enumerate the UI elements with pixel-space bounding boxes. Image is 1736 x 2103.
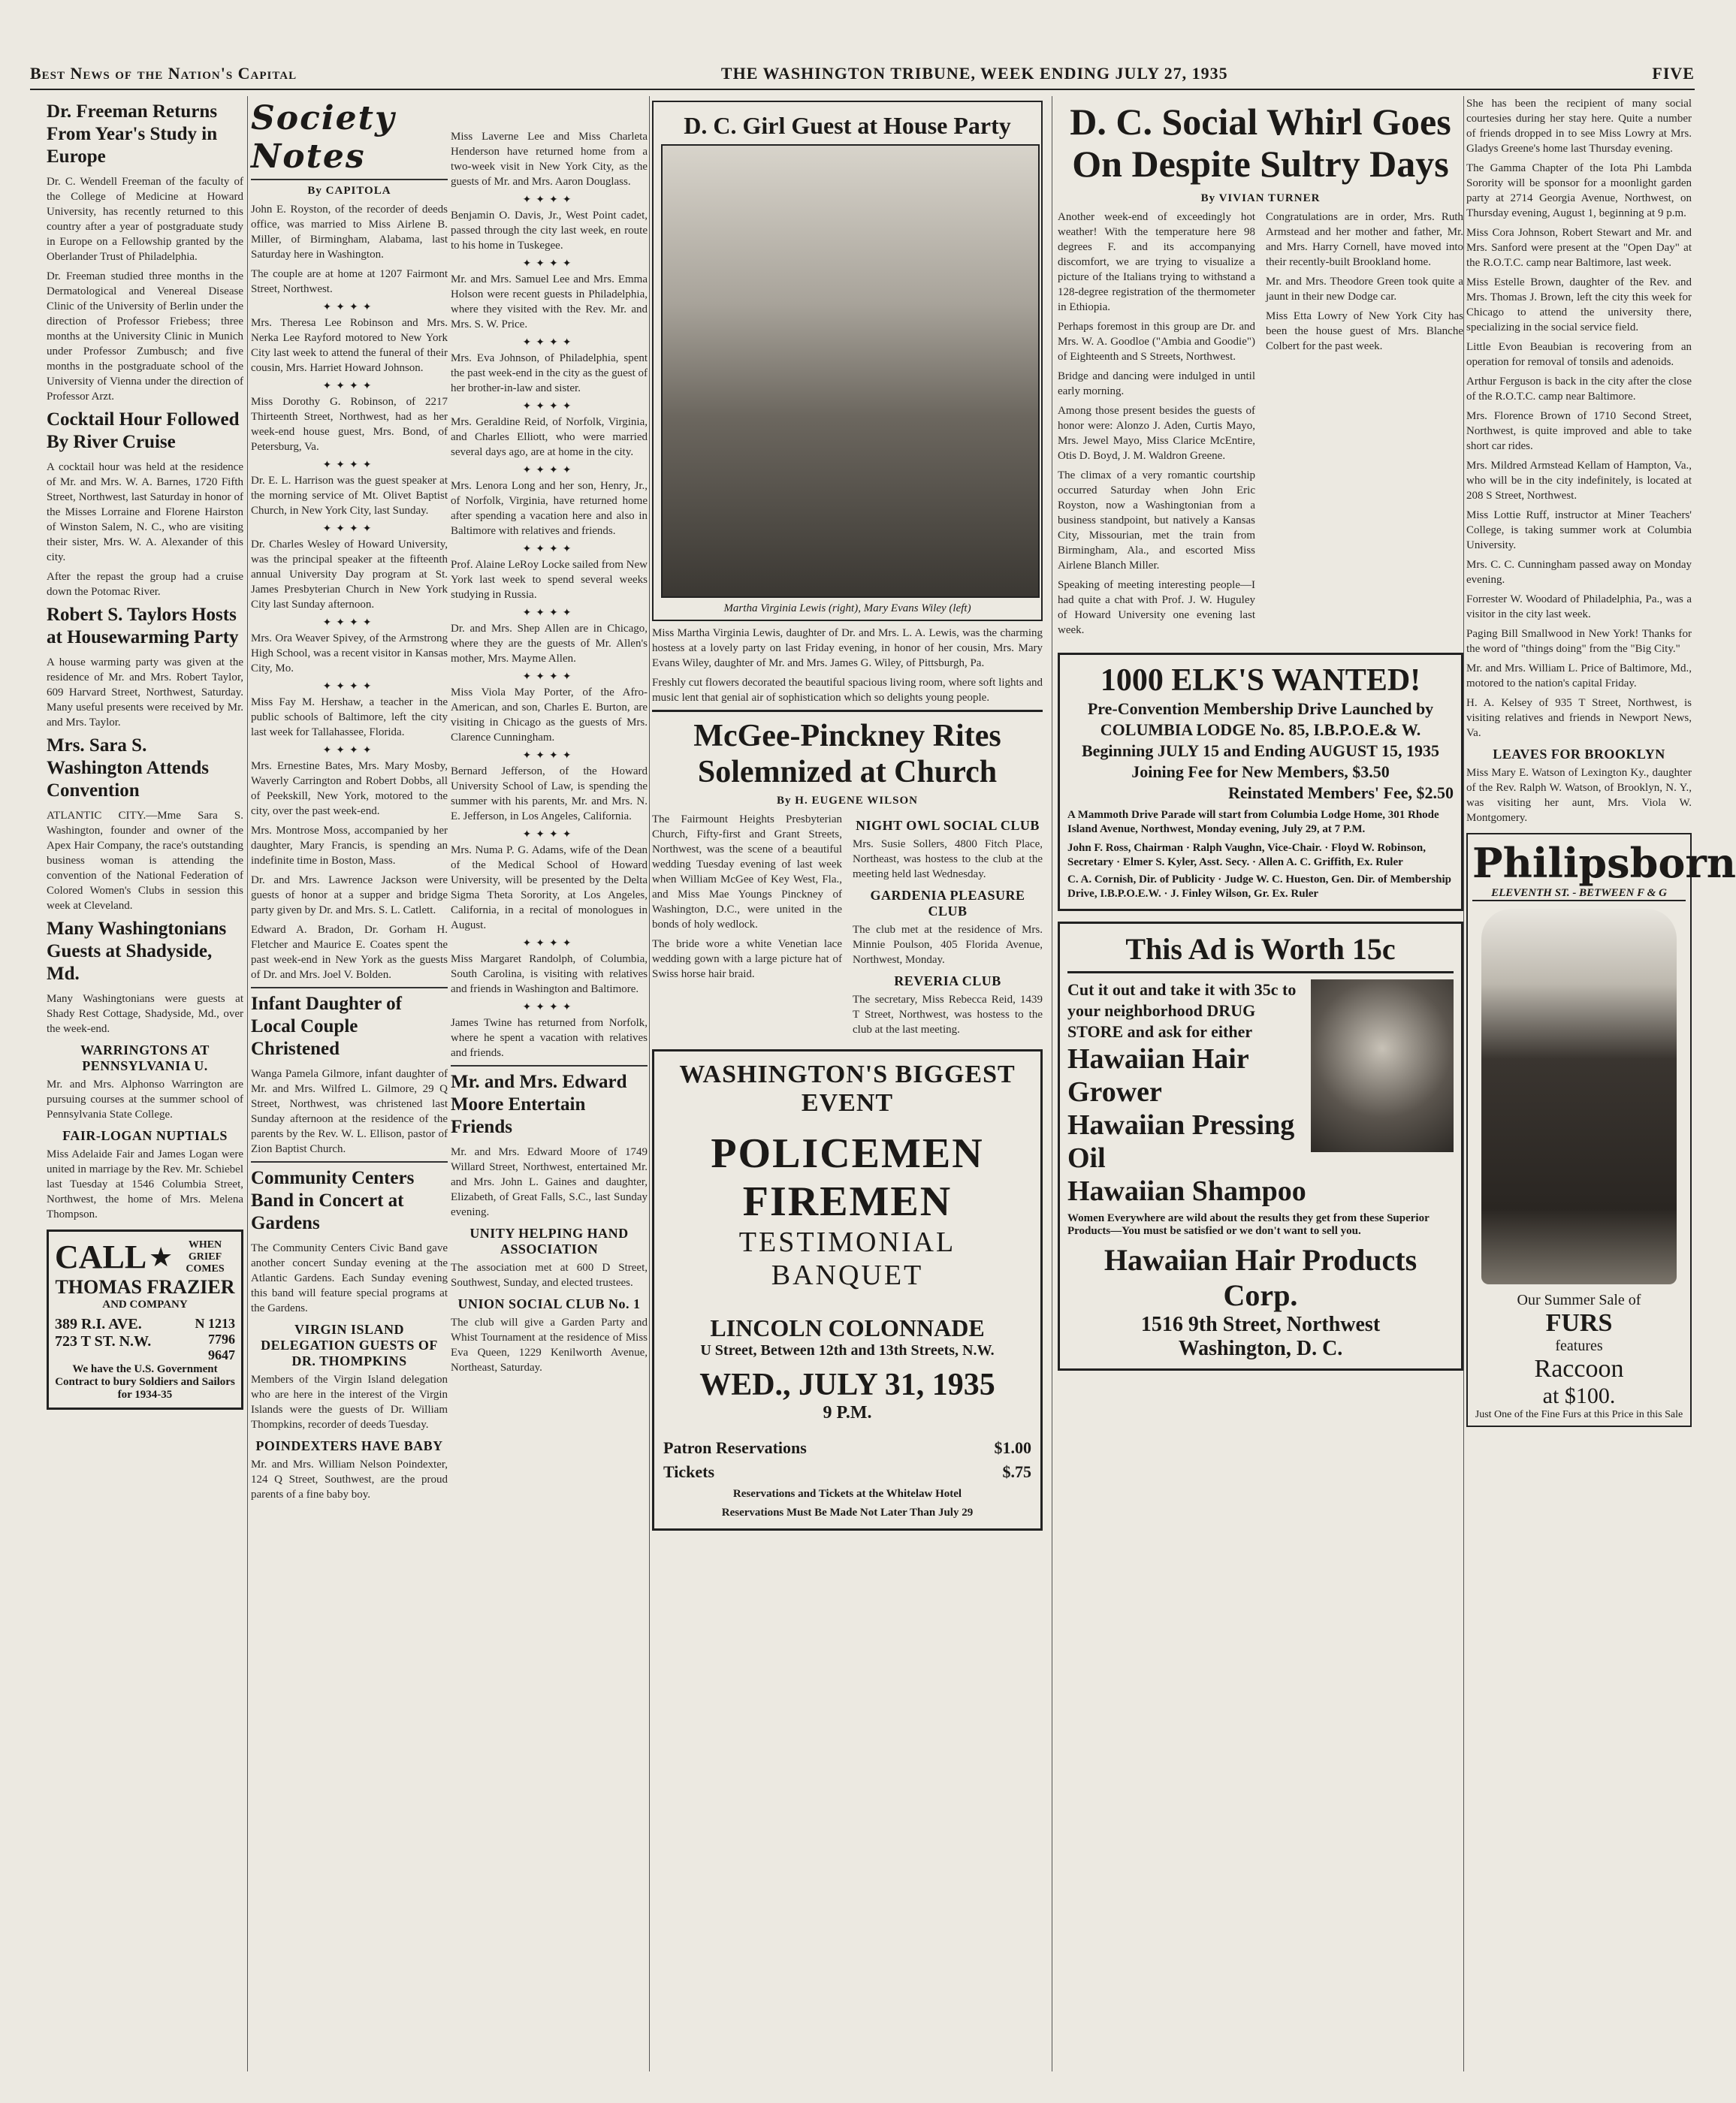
- headline-infant: Infant Daughter of Local Couple Christened: [251, 987, 448, 1061]
- article-text: The Gamma Chapter of the Iota Phi Lambda Sorority will be sponsor for a moonlight garden party at 2714 Georgia Avenue, Northwest, on Thursday evening, August 1, beginning at 9 p.m.: [1466, 162, 1692, 219]
- separator-icon: ✦✦✦✦: [522, 829, 576, 840]
- article-text: Dr. C. Wendell Freeman of the faculty of the College of Medicine at Howard University, has recently returned to this country after a year of postgraduate study in Europe on a Fellowship granted by the Oberlander Trust of Philadelphia.: [47, 176, 243, 263]
- ad-phone2: 7796: [208, 1332, 235, 1347]
- article-text: Mrs. Mildred Armstead Kellam of Hampton, Va., who will be in the city indefinitely, is located at 208 S Street, Northwest.: [1466, 460, 1692, 502]
- elks-title: 1000 ELK'S WANTED!: [1100, 663, 1421, 698]
- photo-two-girls: [661, 144, 1040, 598]
- byline: By VIVIAN TURNER: [1200, 192, 1321, 204]
- article-text: The climax of a very romantic courtship occurred Saturday when John Eric Royston, now a Washingtonian from a business standpoint, but natively a Kansas City, Missourian, met the train from Birmingham, Ala., and escorted Miss Airlene Blanch Miller.: [1058, 469, 1255, 572]
- article-text: Mrs. Montrose Moss, accompanied by her daughter, Mary Francis, is spending an indefinite time in Boston, Mass.: [251, 825, 448, 867]
- separator-icon: ✦✦✦✦: [322, 617, 376, 629]
- article-text: Mr. and Mrs. Theodore Green took quite a jaunt in their new Dodge car.: [1266, 276, 1463, 303]
- article-text: Bridge and dancing were indulged in until early morning.: [1058, 370, 1255, 397]
- column-5: [1058, 96, 1463, 2071]
- banquet-ad: [652, 1049, 1043, 1531]
- separator-icon: ✦✦✦✦: [522, 465, 576, 476]
- subhead-brooklyn: LEAVES FOR BROOKLYN: [1493, 747, 1665, 762]
- article-text: Benjamin O. Davis, Jr., West Point cadet, passed through the city last week, en route to his home in Tuskegee.: [451, 210, 648, 252]
- article-text: Mrs. Florence Brown of 1710 Second Street, Northwest, is quite improved and able to take short car rides.: [1466, 410, 1692, 452]
- column-3: [451, 96, 648, 2071]
- article-text: Mr. and Mrs. William L. Price of Baltimore, Md., motored to the nation's capital Friday.: [1466, 662, 1692, 689]
- article-text: The association met at 600 D Street, Southwest, Sunday, and elected trustees.: [451, 1262, 648, 1289]
- article-text: Another week-end of exceedingly hot weather! With the temperature here 98 degrees F. and its accompanying discomfort, we are trying to visualize a picture of the Italians trying to withstand a 128-degree registration of the thermometer in Ethiopia.: [1058, 211, 1255, 313]
- phil-l3: features: [1555, 1338, 1603, 1354]
- ad-l5: U Street, Between 12th and 13th Streets, N.W.: [700, 1342, 995, 1359]
- separator-icon: ✦✦✦✦: [322, 460, 376, 471]
- worth-b1: Cut it out and take it with 35c to your neighborhood DRUG STORE and ask for either: [1067, 980, 1297, 1041]
- worth-addr2: Washington, D. C.: [1178, 1337, 1343, 1360]
- article-text: James Twine has returned from Norfolk, where he spent a vacation with relatives and friends.: [451, 1017, 648, 1059]
- separator-icon: ✦✦✦✦: [322, 302, 376, 313]
- article-text: Miss Viola May Porter, of the Afro-American, and son, Charles E. Burton, are visiting in Chicago as the guests of Mrs. Clarence Cunningham.: [451, 686, 648, 744]
- philipsborn-ad: [1466, 833, 1736, 1427]
- headline-freeman: Dr. Freeman Returns From Year's Study in Europe: [47, 101, 218, 167]
- ad-company: AND COMPANY: [102, 1299, 188, 1311]
- separator-icon: ✦✦✦✦: [322, 381, 376, 392]
- masthead: [30, 59, 1695, 90]
- article-text: Mr. and Mrs. Edward Moore of 1749 Willard Street, Northwest, entertained Mr. and Mrs. John L. Gaines and daughter, Elizabeth, of Great Falls, S.C., last Sunday evening.: [451, 1146, 648, 1218]
- ad-r2a: Tickets: [663, 1462, 715, 1481]
- ad-foot: We have the U.S. Government Contract to bury Soldiers and Sailors for 1934-35: [55, 1363, 235, 1401]
- article-text: Miss Fay M. Hershaw, a teacher in the public schools of Baltimore, left the city last week for Tallahassee, Florida.: [251, 696, 448, 738]
- phil-l6: Just One of the Fine Furs at this Price in this Sale: [1475, 1409, 1683, 1420]
- subhead-warringtons: WARRINGTONS AT PENNSYLVANIA U.: [80, 1042, 210, 1073]
- subhead-unity: UNITY HELPING HAND ASSOCIATION: [469, 1226, 629, 1257]
- article-text: Prof. Alaine LeRoy Locke sailed from New York last week to spend several weeks studying in Russia.: [451, 559, 648, 601]
- ad-r2b: $.75: [1002, 1462, 1031, 1481]
- article-text: Mr. and Mrs. Alphonso Warrington are pursuing courses at the summer school of Pennsylvania State College.: [47, 1079, 243, 1121]
- elks-ad: [1058, 653, 1463, 911]
- elks-s1: Pre-Convention Membership Drive Launched by: [1087, 699, 1434, 718]
- ad-l4: LINCOLN COLONNADE: [710, 1314, 985, 1341]
- column-rule: [247, 96, 248, 2071]
- masthead-left: Best News of the Nation's Capital: [30, 64, 297, 83]
- column-1: [47, 96, 243, 2071]
- article-text: Bernard Jefferson, of the Howard University School of Law, is spending the summer with his parents, Mr. and Mrs. N. E. Jefferson, in Los Angeles, California.: [451, 765, 648, 822]
- separator-icon: ✦✦✦✦: [522, 401, 576, 412]
- photo-caption: Martha Virginia Lewis (right), Mary Evans Wiley (left): [723, 602, 971, 614]
- worth-corp: Hawaiian Hair Products Corp.: [1103, 1243, 1417, 1312]
- society-notes-title: Society Notes: [251, 99, 448, 180]
- separator-icon: ✦✦✦✦: [322, 745, 376, 756]
- ad-l3: TESTIMONIAL BANQUET: [738, 1226, 956, 1291]
- article-text: Mrs. Susie Sollers, 4800 Fitch Place, Northeast, was hostess to the club at the meeting held last Wednesday.: [853, 838, 1043, 880]
- article-text: Speaking of meeting interesting people—I had quite a chat with Prof. J. W. Huguley of Howard University one evening last week.: [1058, 579, 1255, 636]
- phil-l1: Our Summer Sale of: [1517, 1292, 1641, 1308]
- phil-l4: Raccoon: [1534, 1355, 1624, 1383]
- headline-shadyside: Many Washingtonians Guests at Shadyside, Md.: [47, 919, 227, 984]
- article-text: John E. Royston, of the recorder of deeds office, was married to Miss Airlene B. Miller, of Birmingham, Alabama, last Saturday here in Washington.: [251, 204, 448, 261]
- article-text: The Fairmount Heights Presbyterian Church, Fifty-first and Grant Streets, Northwest, was the scene of a beautiful wedding Tuesday evening of last week when William McGee of Key West, Fla., and Miss Mae Youngs Pinckney of Washington, D.C., were united in the bonds of holy wedlock.: [652, 813, 842, 931]
- headline-washington: Mrs. Sara S. Washington Attends Convention: [47, 735, 210, 801]
- ad-phone1: N 1213: [195, 1316, 235, 1331]
- ad-name: THOMAS FRAZIER: [55, 1276, 235, 1298]
- worth-addr1: 1516 9th Street, Northwest: [1140, 1313, 1381, 1336]
- article-text: Perhaps foremost in this group are Dr. and Mrs. W. A. Goodloe ("Ambia and Goodie") of Eighteenth and S Streets, Northwest.: [1058, 321, 1255, 363]
- elks-s4: Joining Fee for New Members, $3.50: [1131, 762, 1390, 781]
- philipsborn-logo: Philipsborn: [1472, 839, 1736, 887]
- byline: By H. EUGENE WILSON: [777, 795, 918, 807]
- worth-title: This Ad is Worth 15c: [1067, 931, 1454, 973]
- article-text: The secretary, Miss Rebecca Reid, 1439 T Street, Northwest, was hostess to the club at the last meeting.: [853, 994, 1043, 1036]
- headline-cocktail: Cocktail Hour Followed By River Cruise: [47, 409, 240, 452]
- ad-phone3: 9647: [208, 1347, 235, 1362]
- phil-l2: FURS: [1545, 1309, 1613, 1337]
- separator-icon: ✦✦✦✦: [322, 523, 376, 535]
- article-text: Mrs. Numa P. G. Adams, wife of the Dean of the Medical School of Howard University, will be presented by the Delta Sigma Theta Sorority, at Los Angeles, California, in a recital of monologues in August.: [451, 844, 648, 931]
- article-text: Mrs. C. C. Cunningham passed away on Monday evening.: [1466, 559, 1692, 586]
- separator-icon: ✦✦✦✦: [522, 750, 576, 762]
- article-text: Mrs. Ora Weaver Spivey, of the Armstrong High School, was a recent visitor in Kansas City, Mo.: [251, 632, 448, 674]
- subhead-night-owl: NIGHT OWL SOCIAL CLUB: [856, 818, 1040, 833]
- article-text: Among those present besides the guests of honor were: Alonzo J. Aden, Curtis Mayo, Mrs. Jewel Mayo, Miss Clarice McEntire, Otis D. Boyd, J. M. Waldron Greene.: [1058, 405, 1255, 462]
- column-2: [251, 96, 448, 2071]
- article-text: H. A. Kelsey of 935 T Street, Northwest, is visiting relatives and friends in Newport News, Va.: [1466, 697, 1692, 739]
- headline-band: Community Centers Band in Concert at Gardens: [251, 1161, 448, 1235]
- ad-f1: Reservations and Tickets at the Whitelaw Hotel: [732, 1488, 962, 1500]
- headline-taylors: Robert S. Taylors Hosts at Housewarming Party: [47, 605, 239, 647]
- ad-l6: WED., JULY 31, 1935: [699, 1368, 995, 1402]
- article-text: Mr. and Mrs. Samuel Lee and Mrs. Emma Holson were recent guests in Philadelphia, where they visited with the Rev. Mr. and Mrs. S. W. Price.: [451, 273, 648, 330]
- subhead-fair-logan: FAIR-LOGAN NUPTIALS: [62, 1128, 228, 1143]
- article-text: Dr. Charles Wesley of Howard University, was the principal speaker at the fifteenth annual University Day program at St. James Presbyterian Church in New York City last Sunday afternoon.: [251, 539, 448, 611]
- page-number: FIVE: [1652, 64, 1695, 83]
- elks-s3: Beginning JULY 15 and Ending AUGUST 15, 1935: [1081, 741, 1440, 760]
- ad-addr1: 389 R.I. AVE.: [55, 1316, 142, 1332]
- article-text: Mrs. Eva Johnson, of Philadelphia, spent the past week-end in the city as the guest of her brother-in-law and sister.: [451, 352, 648, 394]
- separator-icon: ✦✦✦✦: [522, 258, 576, 270]
- article-text: After the repast the group had a cruise down the Potomac River.: [47, 571, 243, 598]
- article-text: Miss Martha Virginia Lewis, daughter of Dr. and Mrs. L. A. Lewis, was the charming hostess at a lovely party on last Friday evening, in honor of her cousin, Mrs. Mary Evans Wiley, daughter of Mr. and Mrs. James G. Wiley, of Pittsburgh, Pa.: [652, 627, 1043, 669]
- article-text: Miss Lottie Ruff, instructor at Miner Teachers' College, is taking summer work at Columbia University.: [1466, 509, 1692, 551]
- separator-icon: ✦✦✦✦: [522, 1002, 576, 1013]
- headline-house-party: D. C. Girl Guest at House Party: [684, 112, 1011, 139]
- article-text: Miss Adelaide Fair and James Logan were united in marriage by the Rev. Mr. Schiebel last Tuesday at 1546 Columbia Street, Northwest, the home of Mrs. Melena Thompson.: [47, 1148, 243, 1220]
- elks-s2: COLUMBIA LODGE No. 85, I.B.P.O.E.& W.: [1100, 720, 1421, 739]
- article-text: Miss Laverne Lee and Miss Charleta Henderson have returned home from a two-week visit in New York City, as the guests of Mr. and Mrs. Aaron Douglass.: [451, 131, 648, 188]
- philipsborn-sub: ELEVENTH ST. - BETWEEN F & G: [1472, 887, 1686, 901]
- article-text: ATLANTIC CITY.—Mme Sara S. Washington, founder and owner of the Apex Hair Company, the race's outstanding business woman is attending the convention of the National Federation of Colored Women's Clubs in session this week at Cleveland.: [47, 810, 243, 912]
- subhead-union-social: UNION SOCIAL CLUB No. 1: [457, 1296, 641, 1311]
- ad-f2: Reservations Must Be Made Not Later Than July 29: [721, 1507, 974, 1519]
- separator-icon: ✦✦✦✦: [522, 608, 576, 619]
- elks-s5: Reinstated Members' Fee, $2.50: [1228, 783, 1454, 802]
- article-text: Miss Margaret Randolph, of Columbia, South Carolina, is visiting with relatives and friends in Washington and Baltimore.: [451, 953, 648, 995]
- subhead-poindexters: POINDEXTERS HAVE BABY: [255, 1438, 443, 1453]
- masthead-center: THE WASHINGTON TRIBUNE, WEEK ENDING JULY 27, 1935: [720, 64, 1228, 83]
- article-text: The Community Centers Civic Band gave another concert Sunday evening at the Atlantic Gardens. Each Sunday evening this band will feature special programs at the Gardens.: [251, 1242, 448, 1314]
- elks-s6: A Mammoth Drive Parade will start from Columbia Lodge Home, 301 Rhode Island Avenue, Northwest, Monday evening, July 29, at 7 P.M.: [1067, 809, 1439, 835]
- article-text: A cocktail hour was held at the residence of Mr. and Mrs. W. A. Barnes, 1720 Fifth Street, Northwest, last Saturday in honor of the Misses Lorraine and Florene Hairston of Winston Salem, N. C., who are visiting their sister, Mrs. W. A. Alexander of this city.: [47, 461, 243, 563]
- star-icon: ★: [148, 1242, 174, 1272]
- subhead-gardenia: GARDENIA PLEASURE CLUB: [870, 888, 1025, 919]
- article-text: Arthur Ferguson is back in the city after the close of the R.O.T.C. camp near Baltimore.: [1466, 376, 1692, 403]
- article-text: The club met at the residence of Mrs. Minnie Poulson, 405 Florida Avenue, Northwest, Monday.: [853, 924, 1043, 966]
- elks-s8: C. A. Cornish, Dir. of Publicity · Judge W. C. Hueston, Gen. Dir. of Membership Drive, I.B.P.O.E.W. · J. Finley Wilson, Gr. Ex. Ruler: [1067, 873, 1452, 900]
- article-text: Little Evon Beaubian is recovering from an operation for removal of tonsils and adenoids.: [1466, 341, 1692, 368]
- ad-addr2: 723 T ST. N.W.: [55, 1333, 152, 1350]
- article-text: Miss Estelle Brown, daughter of the Rev. and Mrs. Thomas J. Brown, left the city this week for Chicago to attend the university there, specializing in the social service field.: [1466, 276, 1692, 333]
- article-text: Dr. Freeman studied three months in the Dermatological and Venereal Disease Clinic of the University of Berlin under the direction of Professor Friebess; three months at the University Clinic in Munich under Professor Zumbusch; and five months in the postgraduate school of the University of Vienna under the direction of Professor Arzt.: [47, 270, 243, 403]
- frazier-ad: [47, 1230, 243, 1410]
- ad-r1b: $1.00: [994, 1438, 1031, 1457]
- separator-icon: ✦✦✦✦: [522, 544, 576, 555]
- article-text: Miss Etta Lowry of New York City has been the house guest of Mrs. Blanche Colbert for the past week.: [1266, 310, 1463, 352]
- article-text: Many Washingtonians were guests at Shady Rest Cottage, Shadyside, Md., over the week-end.: [47, 993, 243, 1035]
- separator-icon: ✦✦✦✦: [522, 671, 576, 683]
- article-text: Mr. and Mrs. William Nelson Poindexter, 124 Q Street, Southwest, are the proud parents of a fine baby boy.: [251, 1459, 448, 1501]
- article-text: Forrester W. Woodard of Philadelphia, Pa., was a visitor in the city last week.: [1466, 593, 1692, 620]
- article-text: Congratulations are in order, Mrs. Ruth Armstead and her mother and father, Mr. and Mrs. Harry Cornell, have moved into their recently-built Brookland home.: [1266, 211, 1463, 268]
- hawaiian-ad: [1058, 922, 1463, 1371]
- article-text: The bride wore a white Venetian lace wedding gown with a large picture hat of Swiss horse hair braid.: [652, 938, 842, 980]
- column-rule: [649, 96, 650, 2071]
- article-text: Members of the Virgin Island delegation who are here in the interest of the Virgin Islands were the guests of Dr. William Thompkins, recorder of deeds Tuesday.: [251, 1374, 448, 1431]
- article-text: Miss Dorothy G. Robinson, of 2217 Thirteenth Street, Northwest, had as her week-end house guest, Mrs. Bond, of Petersburg, Va.: [251, 396, 448, 453]
- ad-l7: 9 P.M.: [823, 1403, 872, 1423]
- column-6: [1466, 96, 1736, 2071]
- fur-coat-illustration: [1481, 909, 1677, 1284]
- article-text: Mrs. Theresa Lee Robinson and Mrs. Nerka Lee Rayford motored to New York City last week to attend the funeral of their cousin, Mrs. Harriet Howard Johnson.: [251, 317, 448, 374]
- ad-r1a: Patron Reservations: [663, 1438, 807, 1457]
- article-text: Mrs. Ernestine Bates, Mrs. Mary Mosby, Waverly Carrington and Robert Dobbs, all of Peekskill, New York, motored to the city, over the past week-end.: [251, 760, 448, 817]
- article-text: Wanga Pamela Gilmore, infant daughter of Mr. and Mrs. Wilfred L. Gilmore, 29 Q Street, Northwest, was christened last Sunday afternoon at the residence of the parents by the Rev. W. L. Ellison, pastor of Zion Baptist Church.: [251, 1068, 448, 1155]
- separator-icon: ✦✦✦✦: [522, 195, 576, 206]
- article-text: She has been the recipient of many social courtesies during her stay here. Quite a number of friends dropped in to see Miss Lowry at Mrs. Gladys Greene's home last Thursday evening.: [1466, 98, 1692, 155]
- worth-h3: Hawaiian Shampoo: [1067, 1175, 1306, 1207]
- headline-social-whirl: D. C. Social Whirl Goes On Despite Sultry Days: [1070, 101, 1451, 185]
- article-text: Miss Mary E. Watson of Lexington Ky., daughter of the Rev. Ralph W. Watson, of Brooklyn, N. Y., was visiting her aunt, Mrs. Viola W. Montgomery.: [1466, 767, 1692, 824]
- worth-b2: Women Everywhere are wild about the results they get from these Superior Products—You must be satisfied or we don't want to sell you.: [1067, 1212, 1430, 1237]
- article-text: A house warming party was given at the residence of Mr. and Mrs. Robert Taylor, 609 Harvard Street, Northwest, Saturday. Many useful presents were received by Mr. and Mrs. Taylor.: [47, 656, 243, 729]
- column-rule: [1463, 96, 1464, 2071]
- separator-icon: ✦✦✦✦: [522, 938, 576, 949]
- article-text: The couple are at home at 1207 Fairmont Street, Northwest.: [251, 268, 448, 295]
- byline: By CAPITOLA: [307, 185, 391, 197]
- article-text: Miss Cora Johnson, Robert Stewart and Mr. and Mrs. Sanford were present at the "Open Day" at the R.O.T.C. camp near Baltimore, last week.: [1466, 227, 1692, 269]
- article-text: Dr. and Mrs. Lawrence Jackson were guests of honor at a supper and bridge party given by Dr. and Mrs. S. L. Catlett.: [251, 874, 448, 916]
- subhead-virgin-island: VIRGIN ISLAND DELEGATION GUESTS OF DR. THOMPKINS: [261, 1322, 438, 1368]
- worth-h1: Hawaiian Hair Grower: [1067, 1043, 1249, 1108]
- ad-when: WHEN GRIEF COMES: [186, 1239, 225, 1275]
- article-text: Mrs. Geraldine Reid, of Norfolk, Virginia, and Charles Elliott, who were married several days ago, are at home in the city.: [451, 416, 648, 458]
- headline-mcgee-pinckney: McGee-Pinckney Rites Solemnized at Church: [652, 710, 1043, 790]
- article-text: Edward A. Bradon, Dr. Gorham H. Fletcher and Maurice E. Coates spent the past week-end in New York as the guests of Dr. and Mrs. Joel V. Bolden.: [251, 924, 448, 981]
- ad-call: CALL: [55, 1239, 147, 1275]
- article-text: Dr. E. L. Harrison was the guest speaker at the morning service of Mt. Olivet Baptist Church, in New York City, last Sunday.: [251, 475, 448, 517]
- article-text: Mrs. Lenora Long and her son, Henry, Jr., of Norfolk, Virginia, have returned home after spending a vacation here and also in Baltimore with relatives and friends.: [451, 480, 648, 537]
- photo-story: [652, 101, 1043, 621]
- column-4: [652, 96, 1043, 2071]
- separator-icon: ✦✦✦✦: [522, 337, 576, 348]
- article-text: Dr. and Mrs. Shep Allen are in Chicago, where they are the guests of Mr. Allen's mother, Mrs. Mayme Allen.: [451, 623, 648, 665]
- ad-l1: WASHINGTON'S BIGGEST EVENT: [679, 1061, 1016, 1117]
- woman-portrait: [1311, 979, 1454, 1152]
- article-text: Freshly cut flowers decorated the beautiful spacious living room, where soft lights and music lent that genial air of sophistication which so delights young people.: [652, 677, 1043, 704]
- subhead-reveria: REVERIA CLUB: [894, 973, 1001, 988]
- elks-s7: John F. Ross, Chairman · Ralph Vaughn, Vice-Chair. · Floyd W. Robinson, Secretary · Elmer S. Kyler, Asst. Secy. · Allen A. C. Griffith, Ex. Ruler: [1067, 842, 1426, 868]
- ad-l2: POLICEMEN FIREMEN: [711, 1130, 984, 1225]
- worth-h2: Hawaiian Pressing Oil: [1067, 1109, 1295, 1174]
- article-text: Paging Bill Smallwood in New York! Thanks for the word of "things doing" from the "Big City.": [1466, 628, 1692, 655]
- separator-icon: ✦✦✦✦: [322, 681, 376, 692]
- headline-moore: Mr. and Mrs. Edward Moore Entertain Friends: [451, 1065, 648, 1139]
- article-text: The club will give a Garden Party and Whist Tournament at the residence of Miss Eva Queen, 1229 Kenilworth Avenue, Northeast, Saturday.: [451, 1317, 648, 1374]
- phil-l5: at $100.: [1542, 1383, 1616, 1408]
